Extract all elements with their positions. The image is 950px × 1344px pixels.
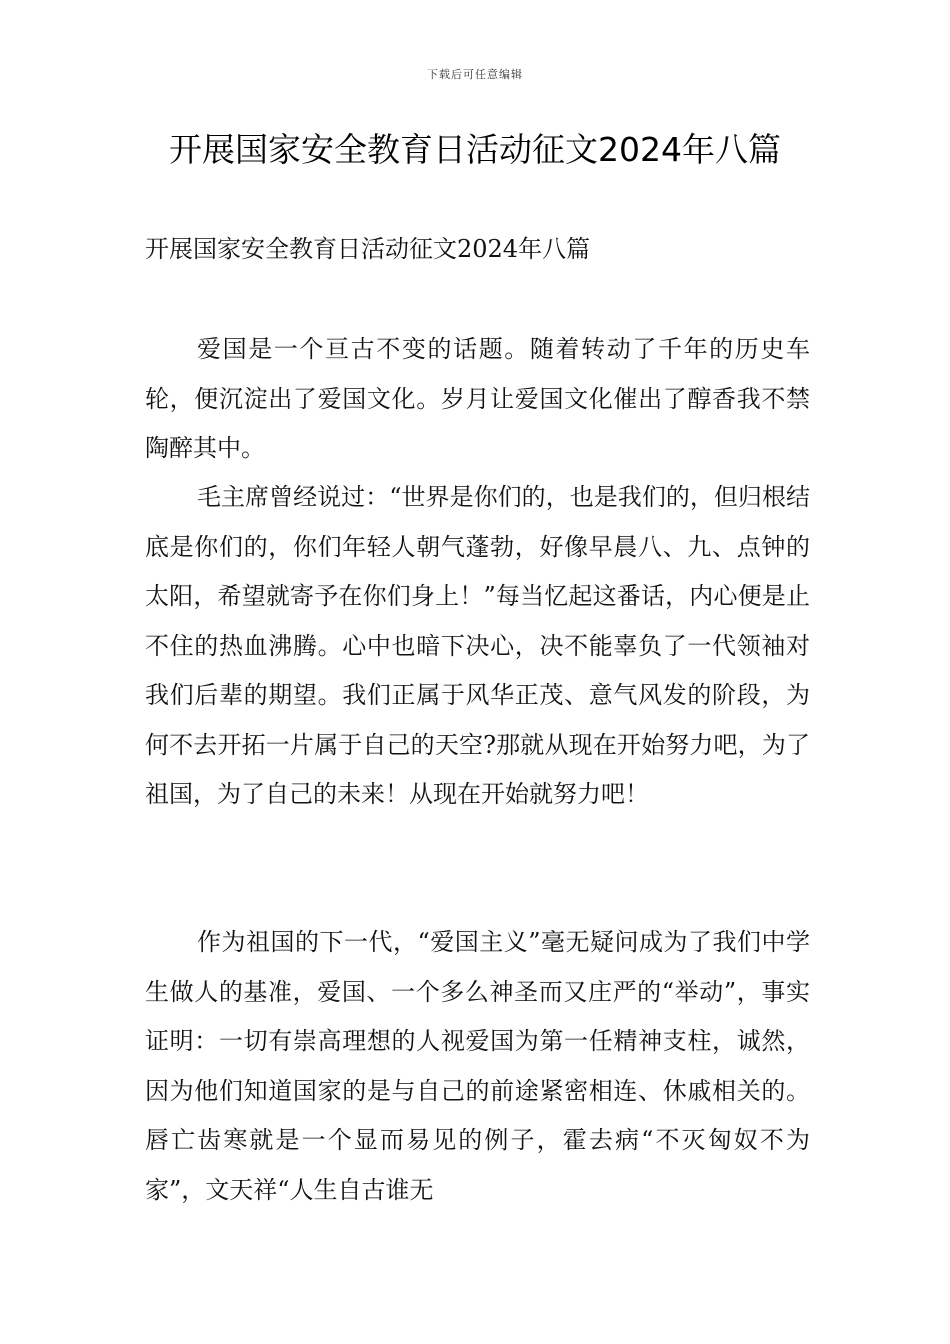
paragraph-3: 作为祖国的下一代，“爱国主义”毫无疑问成为了我们中学生做人的基准，爱国、一个多么神圣而又庄严的“举动”，事实证明：一切有崇高理想的人视爱国为第一任精神支柱，诚然，因为他们知道国家的是与自己的前途紧密相连、休戚相关的。唇亡齿寒就是一个显而易见的例子，霍去病“不灭匈奴不为家”，文天祥“人生自古谁无 [145, 928, 810, 1204]
paragraph-2: 毛主席曾经说过：“世界是你们的，也是我们的，但归根结底是你们的，你们年轻人朝气蓬勃，好像早晨八、九、点钟的太阳，希望就寄予在你们身上！”每当忆起这番话，内心便是止不住的热血沸腾。心中也暗下决心，决不能辜负了一代领袖对我们后辈的期望。我们正属于风华正茂、意气风发的阶段，为何不去开拓一片属于自己的天空?那就从现在开始努力吧，为了祖国，为了自己的未来！从现在开始就努力吧！ [145, 483, 810, 808]
document-title: 开展国家安全教育日活动征文2024年八篇 [169, 130, 781, 169]
document-subtitle: 开展国家安全教育日活动征文2024年八篇 [145, 235, 591, 263]
header-note: 下载后可任意编辑 [427, 68, 523, 81]
paragraph-1: 爱国是一个亘古不变的话题。随着转动了千年的历史车轮，便沉淀出了爱国文化。岁月让爱国文化催出了醇香我不禁陶醉其中。 [145, 335, 810, 462]
